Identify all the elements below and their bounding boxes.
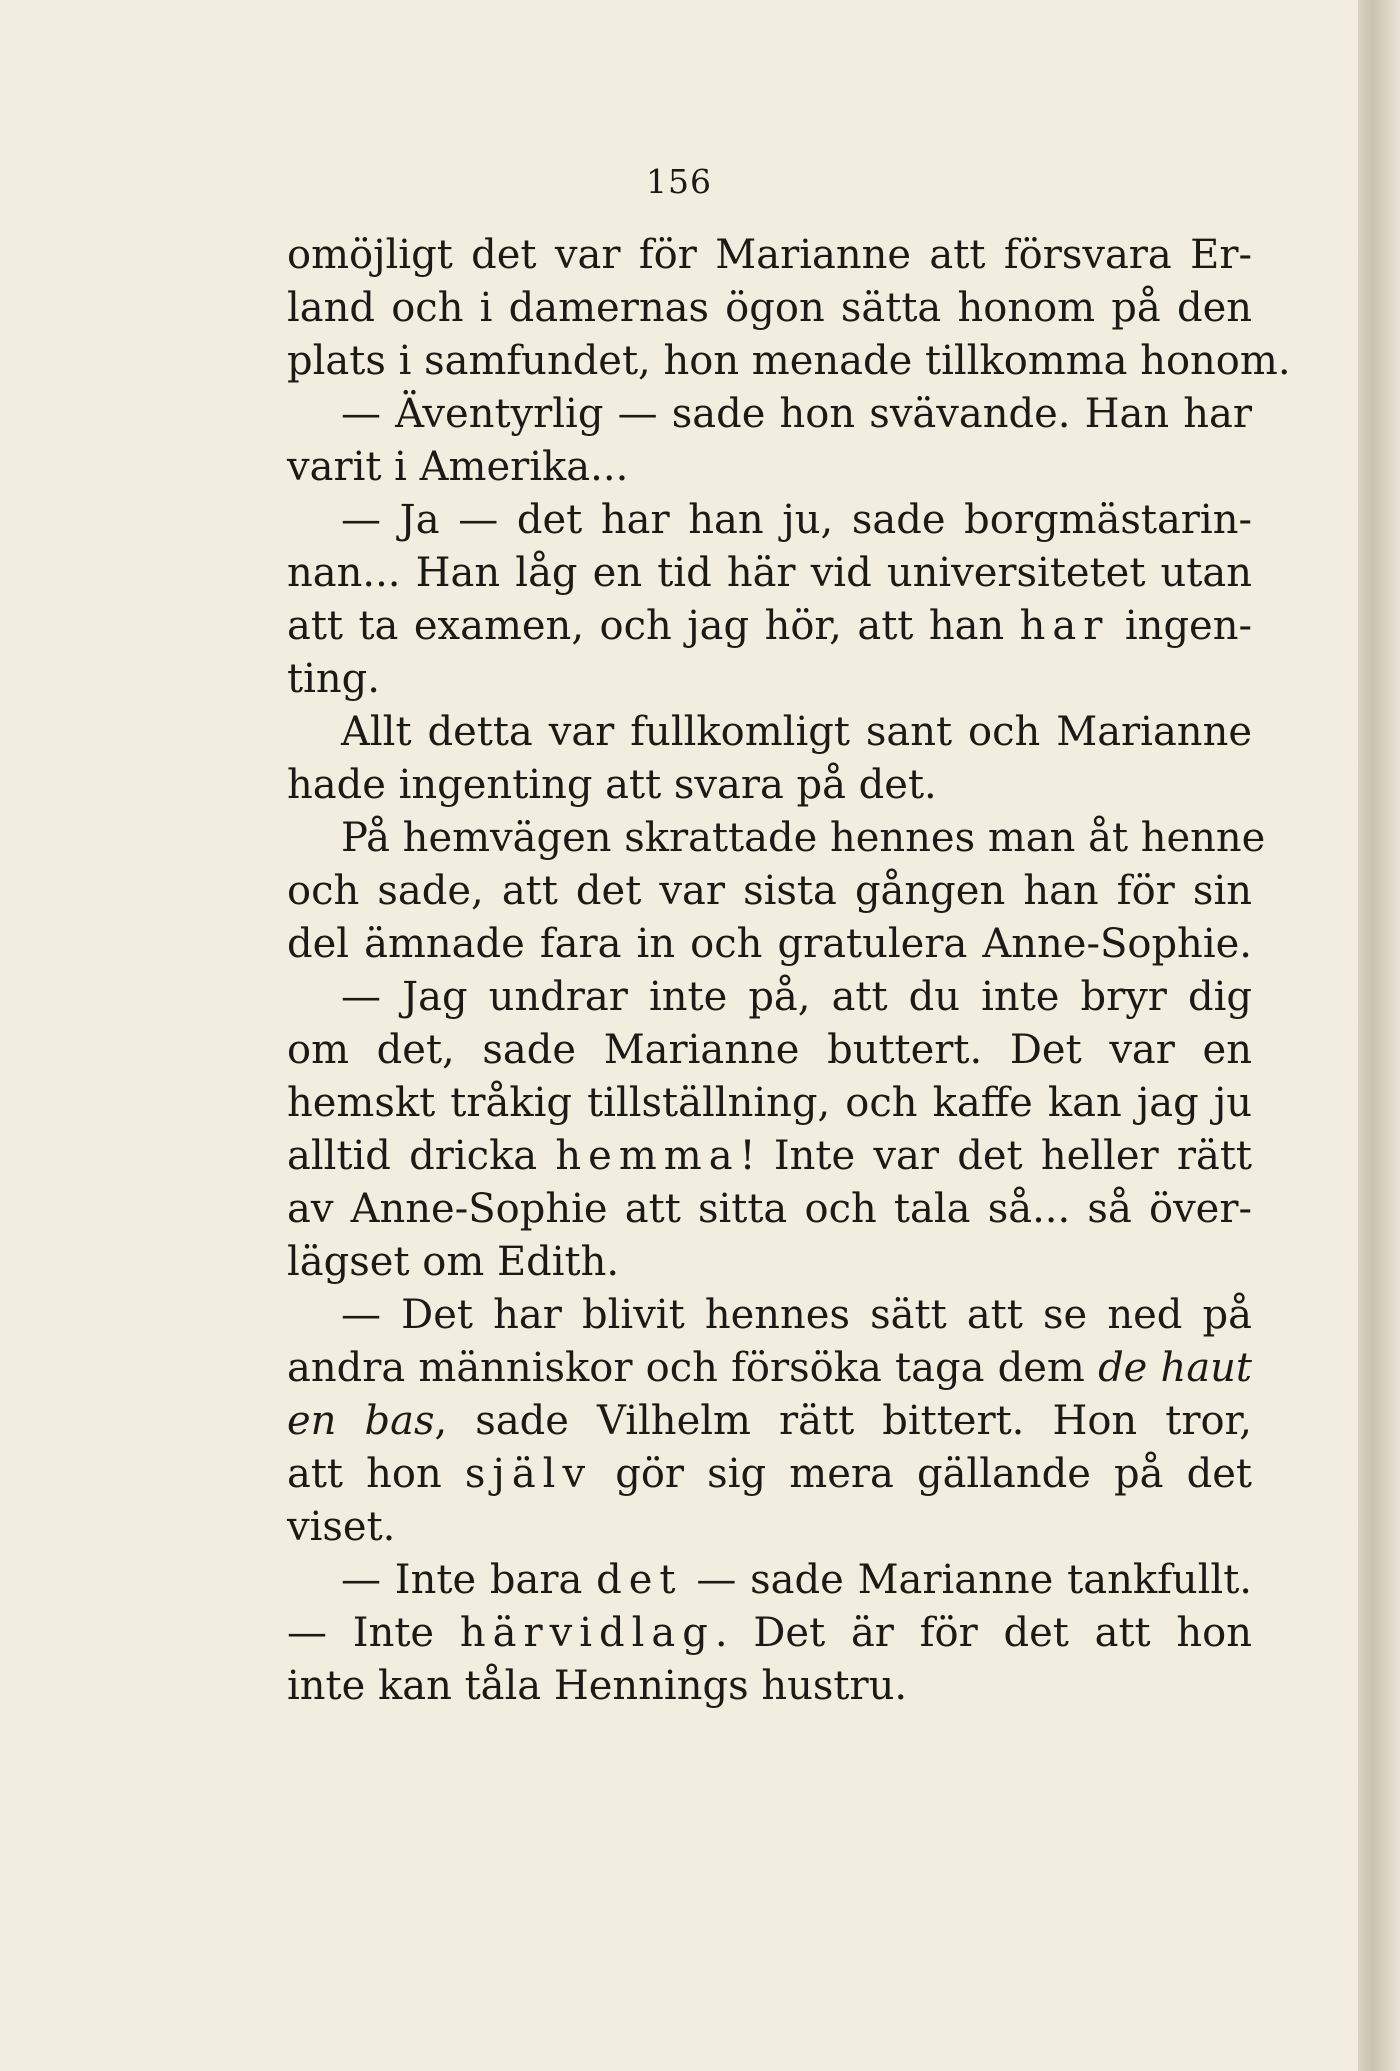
emphasis-spaced: hemma	[555, 1133, 740, 1179]
text-line: omöjligt det var för Marianne att försvara Er-	[287, 232, 1252, 278]
text-line: inte kan tåla Hennings hustru.	[287, 1663, 908, 1709]
text-line: — Inte härvidlag. Det är för det att hon	[287, 1610, 1252, 1656]
emphasis-italic: en bas	[287, 1398, 435, 1444]
text-line: — Inte bara det — sade Marianne tankfullt.	[341, 1557, 1253, 1603]
text-line: om det, sade Marianne buttert. Det var en	[287, 1027, 1252, 1073]
text-line: hemskt tråkig tillställning, och kaffe kan jag ju	[287, 1080, 1252, 1126]
text-line: viset.	[287, 1504, 396, 1550]
text-line: — Äventyrlig — sade hon svävande. Han har	[341, 391, 1252, 437]
emphasis-italic: de haut	[1098, 1345, 1252, 1391]
text-line: På hemvägen skrattade hennes man åt henne	[341, 815, 1266, 861]
text-line: ting.	[287, 656, 380, 702]
body-text	[287, 229, 1291, 1713]
text-line: nan... Han låg en tid här vid universitetet utan	[287, 550, 1252, 596]
page-edge-shadow	[1358, 0, 1400, 2071]
text-line: — Det har blivit hennes sätt att se ned på	[341, 1292, 1252, 1338]
text-line: varit i Amerika...	[287, 444, 629, 490]
text-line: alltid dricka hemma! Inte var det heller rätt	[287, 1133, 1252, 1179]
text-line: del ämnade fara in och gratulera Anne-Sophie.	[287, 921, 1252, 967]
emphasis-spaced: själv	[464, 1451, 593, 1497]
text-line: plats i samfundet, hon menade tillkomma honom.	[287, 338, 1291, 384]
text-line: lägset om Edith.	[287, 1239, 620, 1285]
emphasis-spaced: härvidlag	[459, 1610, 715, 1656]
text-line: — Jag undrar inte på, att du inte bryr dig	[341, 974, 1252, 1020]
text-line: av Anne-Sophie att sitta och tala så... så över-	[287, 1186, 1252, 1232]
text-line: — Ja — det har han ju, sade borgmästarin-	[341, 497, 1252, 543]
text-line: att ta examen, och jag hör, att han har ingen-	[287, 603, 1252, 649]
page-number: 156	[646, 162, 712, 201]
text-line: land och i damernas ögon sätta honom på den	[287, 285, 1252, 331]
emphasis-spaced: har	[1019, 603, 1110, 649]
emphasis-spaced: det	[596, 1557, 683, 1603]
text-line: andra människor och försöka taga dem de haut	[287, 1345, 1252, 1391]
text-line: att hon själv gör sig mera gällande på det	[287, 1451, 1253, 1497]
text-line: Allt detta var fullkomligt sant och Marianne	[341, 709, 1252, 755]
text-line: hade ingenting att svara på det.	[287, 762, 937, 808]
text-line: en bas, sade Vilhelm rätt bittert. Hon tror,	[287, 1398, 1252, 1444]
text-line: och sade, att det var sista gången han för sin	[287, 868, 1252, 914]
